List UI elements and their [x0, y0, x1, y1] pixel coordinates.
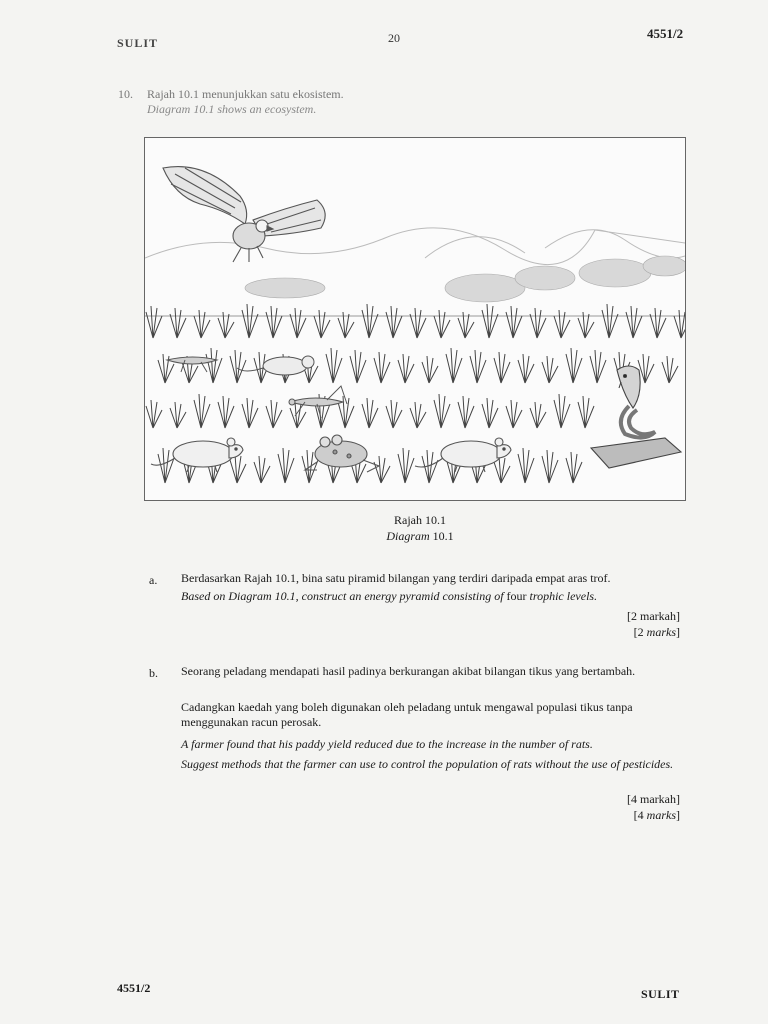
paddy-plant-icon: [266, 400, 282, 428]
paddy-plant-icon: [230, 454, 246, 483]
rat-icon: [415, 438, 511, 472]
paddy-plant-icon: [662, 356, 678, 383]
paddy-plant-icon: [602, 304, 618, 338]
paddy-plant-icon: [254, 456, 270, 483]
paddy-plant-icon: [194, 394, 210, 428]
paddy-plant-icon: [314, 310, 330, 338]
paddy-plant-icon: [278, 448, 294, 483]
question-intro-english: Diagram 10.1 shows an ecosystem.: [147, 102, 317, 116]
paddy-plant-icon: [506, 306, 522, 338]
paddy-plant-icon: [566, 452, 582, 483]
paddy-plant-icon: [230, 350, 246, 383]
part-b-marks-english: [4 marks]: [633, 808, 680, 822]
grasshopper-icon: [289, 386, 347, 418]
rat-icon: [151, 438, 243, 472]
ecosystem-diagram: [144, 137, 686, 501]
paddy-plant-icon: [482, 304, 498, 338]
part-b-paragraph1-malay: Seorang peladang mendapati hasil padinya berkurangan akibat bilangan tikus yang bertambah.: [181, 664, 636, 678]
paddy-plant-icon: [410, 402, 426, 428]
footer-paper-code: 4551/2: [117, 981, 151, 995]
paddy-plant-icon: [398, 448, 414, 483]
part-a-text-malay: Berdasarkan Rajah 10.1, bina satu piramid bilangan yang terdiri daripada empat aras trof.: [181, 571, 611, 585]
part-b-marks-malay: [4 markah]: [627, 792, 680, 806]
snake-icon: [591, 366, 681, 468]
paddy-plant-icon: [422, 356, 438, 383]
paddy-plant-icon: [494, 352, 510, 383]
paddy-plant-icon: [218, 396, 234, 428]
paddy-plant-icon: [386, 306, 402, 338]
paddy-plant-icon: [242, 398, 258, 428]
paddy-plant-icon: [146, 306, 162, 338]
paddy-plant-icon: [542, 450, 558, 483]
part-a-label: a.: [149, 573, 158, 587]
paddy-plant-icon: [506, 400, 522, 428]
paddy-plant-icon: [266, 306, 282, 338]
part-b-paragraph2-english: Suggest methods that the farmer can use to control the population of rats without the use of pesticides.: [181, 757, 674, 771]
paddy-plant-icon: [530, 402, 546, 428]
distant-trees: [245, 256, 685, 302]
paddy-plant-icon: [194, 310, 210, 338]
part-b-paragraph2-malay: Cadangkan kaedah yang boleh digunakan oleh peladang untuk mengawal populasi tikus tanpa menggunakan racun perosak.: [181, 700, 633, 729]
paddy-plant-icon: [386, 400, 402, 428]
paddy-plant-icon: [362, 304, 378, 338]
paddy-plant-icon: [554, 394, 570, 428]
paddy-plant-icon: [434, 310, 450, 338]
paddy-plant-icon: [542, 356, 558, 383]
paddy-plant-icon: [146, 400, 162, 428]
paddy-plant-icon: [530, 308, 546, 338]
footer-classification: SULIT: [641, 987, 680, 1001]
header-page-number: 20: [388, 31, 400, 45]
question-number: 10.: [118, 87, 133, 101]
paddy-plant-icon: [290, 308, 306, 338]
paddy-plant-icon: [326, 348, 342, 383]
paddy-plant-icon: [458, 396, 474, 428]
paddy-plant-icon: [482, 398, 498, 428]
paddy-plant-icon: [242, 304, 258, 338]
paddy-plant-icon: [578, 396, 594, 428]
part-a-marks-malay: [2 markah]: [627, 609, 680, 623]
rat-icon: [237, 356, 314, 375]
paddy-plant-icon: [650, 308, 666, 338]
header-classification: SULIT: [117, 36, 159, 50]
paddy-plant-icon: [350, 350, 366, 383]
part-b-label: b.: [149, 666, 158, 680]
paddy-plant-icon: [374, 456, 390, 483]
paddy-plant-icon: [374, 352, 390, 383]
figure-caption-malay: Rajah 10.1: [394, 513, 446, 527]
paddy-plant-icon: [158, 354, 174, 383]
paddy-plant-icon: [470, 350, 486, 383]
paddy-plant-icon: [362, 398, 378, 428]
paddy-plant-icon: [446, 348, 462, 383]
paddy-plant-icon: [398, 354, 414, 383]
paddy-plant-icon: [590, 350, 606, 383]
paddy-plant-icon: [554, 310, 570, 338]
paddy-plant-icon: [626, 306, 642, 338]
part-b-paragraph1-english: A farmer found that his paddy yield reduced due to the increase in the number of rats.: [181, 737, 593, 751]
paddy-plant-icon: [518, 448, 534, 483]
question-intro-malay: Rajah 10.1 menunjukkan satu ekosistem.: [147, 87, 344, 101]
paddy-plant-icon: [170, 402, 186, 428]
paddy-plant-icon: [674, 310, 685, 338]
paddy-plant-icon: [434, 394, 450, 428]
part-a-marks-english: [2 marks]: [633, 625, 680, 639]
paddy-plant-icon: [206, 348, 222, 383]
header-paper-code: 4551/2: [647, 26, 684, 41]
paddy-plant-icon: [158, 448, 174, 483]
paddy-plant-icon: [410, 308, 426, 338]
paddy-plant-icon: [518, 354, 534, 383]
paddy-plant-icon: [290, 402, 306, 428]
frog-icon: [305, 435, 379, 472]
background-hills: [145, 228, 685, 265]
paddy-plant-icon: [170, 308, 186, 338]
paddy-plant-icon: [566, 348, 582, 383]
figure-caption-english: Diagram 10.1: [386, 529, 454, 543]
part-a-text-english: Based on Diagram 10.1, construct an energy pyramid consisting of four trophic levels.: [181, 589, 598, 603]
eagle-icon: [163, 167, 325, 262]
